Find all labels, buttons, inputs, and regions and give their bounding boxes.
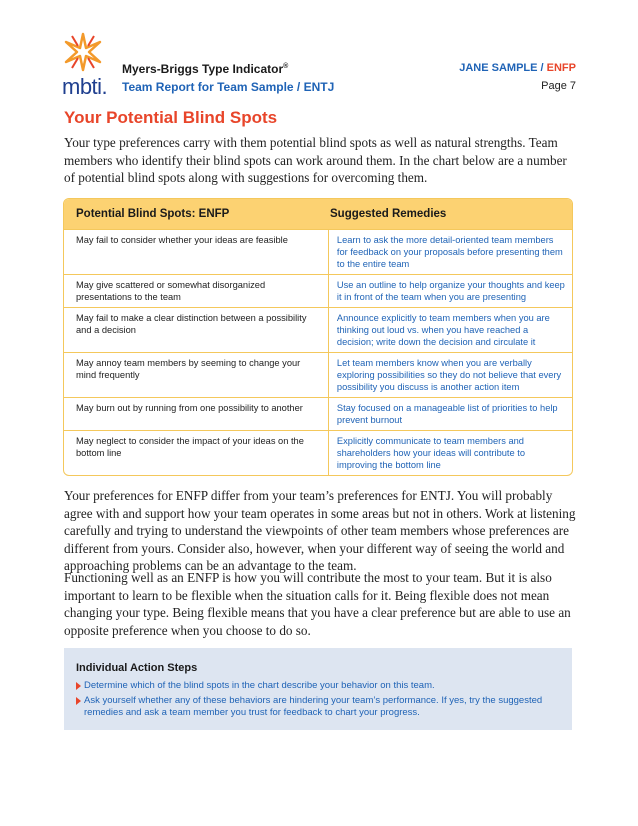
table-row <box>64 229 572 274</box>
blind-spots-table <box>63 198 573 476</box>
table-row <box>64 274 572 307</box>
col-header-remedies: Suggested Remedies <box>330 208 447 220</box>
remedy-cell: Stay focused on a manageable list of priorities to help prevent burnout <box>328 398 572 430</box>
mbti-logo <box>62 32 108 99</box>
action-steps-title: Individual Action Steps <box>76 662 198 674</box>
remedy-cell: Learn to ask the more detail-oriented team members for feedback on your proposals before presenting them to the entire team <box>328 230 572 274</box>
star-logo-icon <box>64 32 102 72</box>
preferences-paragraph: Your preferences for ENFP differ from your team’s preferences for ENTJ. You will probably agree with and support how your team operates in some areas but not in others. Work at listening carefully and trying to understand the viewpoints of other team members whose preferences are different from yours. Consider also, however, when your different way of seeing the world and approaching problems can be an advantage to the team. <box>64 488 576 573</box>
blind-spot-cell: May fail to consider whether your ideas are feasible <box>76 235 288 245</box>
page-header <box>0 0 638 110</box>
action-steps-box <box>64 648 572 730</box>
brand-title: Myers-Briggs Type Indicator® <box>122 62 289 76</box>
functioning-paragraph: Functioning well as an ENFP is how you will contribute the most to your team. But it is also important to learn to be flexible when the situation calls for it. Being flexible does not mean changing your type. Being flexible means that you have a clear preference but are able to use an opposite preference when you choose to do so. <box>64 570 571 638</box>
client-type: ENFP <box>546 62 576 74</box>
logo-wordmark: mbti. <box>62 74 108 99</box>
table-header <box>64 199 572 229</box>
table-row <box>64 307 572 352</box>
triangle-bullet-icon <box>76 697 81 705</box>
remedy-cell: Explicitly communicate to team members and shareholders how your ideas will contribute to improving the bottom line <box>328 431 572 475</box>
intro-paragraph: Your type preferences carry with them potential blind spots as well as natural strengths. Team members who identify their blind spots can work around them. In the chart below are a number of potential blind spots along with suggestions for overcoming them. <box>64 135 567 185</box>
section-title: Your Potential Blind Spots <box>64 108 278 127</box>
table-row <box>64 430 572 475</box>
action-steps-list <box>76 680 556 722</box>
remedy-cell: Use an outline to help organize your thoughts and keep it in front of the team when you are presenting <box>328 275 572 307</box>
list-item: Ask yourself whether any of these behaviors are hindering your team’s performance. If yes, try the suggested remedies and ask a team member you trust for feedback to chart your progress. <box>76 695 556 719</box>
client-name: JANE SAMPLE / ENFP <box>459 62 576 74</box>
report-title: Team Report for Team Sample / ENTJ <box>122 80 335 94</box>
col-header-blind-spots: Potential Blind Spots: ENFP <box>76 208 230 220</box>
table-row <box>64 352 572 397</box>
blind-spot-cell: May neglect to consider the impact of your ideas on the bottom line <box>76 436 304 458</box>
list-item: Determine which of the blind spots in the chart describe your behavior on this team. <box>76 680 556 692</box>
remedy-cell: Announce explicitly to team members when you are thinking out loud vs. when you have reached a decision; write down the decision and circulate it <box>328 308 572 352</box>
table-row <box>64 397 572 430</box>
blind-spot-cell: May give scattered or somewhat disorganized presentations to the team <box>76 280 266 302</box>
blind-spot-cell: May burn out by running from one possibility to another <box>76 403 303 413</box>
blind-spot-cell: May annoy team members by seeming to change your mind frequently <box>76 358 301 380</box>
page-number: Page 7 <box>541 80 576 92</box>
remedy-cell: Let team members know when you are verbally exploring possibilities so they do not believe that every possibility you discuss is another action item <box>328 353 572 397</box>
blind-spot-cell: May fail to make a clear distinction between a possibility and a decision <box>76 313 307 335</box>
triangle-bullet-icon <box>76 682 81 690</box>
